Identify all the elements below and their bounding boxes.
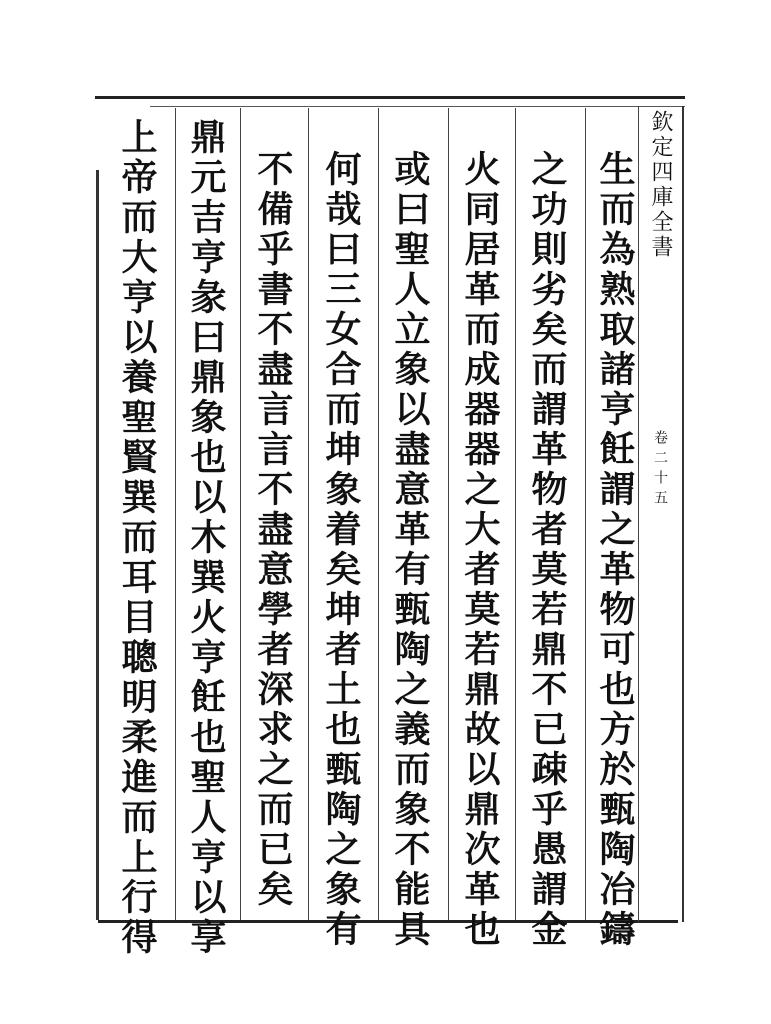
text-column-4: 或曰聖人立象以盡意革有甄陶之義而象不能具 [389,150,431,950]
column-divider [308,108,309,920]
margin-book-title: 欽定四庫全書 [648,110,673,260]
margin-volume-label: 卷二十五 [652,430,668,510]
left-border-rule [96,170,99,920]
text-column-1: 生而為熟取諸亨飪謂之革物可也方於甄陶冶鑄 [594,150,636,950]
column-divider [515,108,516,920]
right-border-rule [682,106,684,922]
column-divider [448,108,449,920]
column-divider [175,108,176,920]
column-divider [378,108,379,920]
text-column-3: 火同居革而成器器之大者莫若鼎故以鼎次革也 [459,150,501,950]
text-column-2: 之功則劣矣而謂革物者莫若鼎不已疎乎愚謂金 [526,150,568,950]
column-divider [240,108,241,920]
text-column-8: 上帝而大亨以養聖賢巽而耳目聰明柔進而上行得 [116,118,158,958]
column-divider [585,108,586,920]
text-column-7: 鼎元吉亨彖曰鼎象也以木巽火亨飪也聖人亨以享 [185,118,227,958]
top-border-rule [95,96,685,99]
text-column-6: 不備乎書不盡言言不盡意學者深求之而已矣 [252,150,294,910]
text-column-5: 何哉曰三女合而坤象着矣坤者土也甄陶之象有 [320,150,362,950]
top-inner-rule [150,106,685,107]
